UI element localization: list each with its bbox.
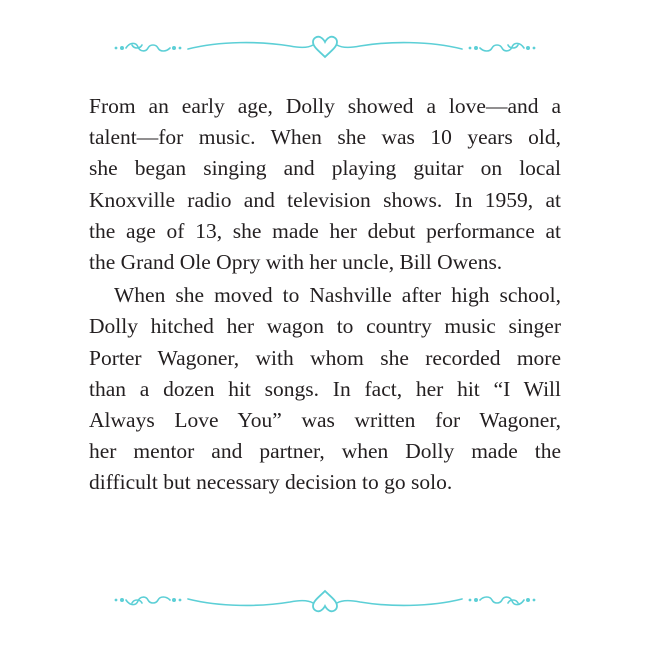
top-ornament-divider xyxy=(110,35,540,59)
text-line: talent—for music. When she was 10 years old, xyxy=(89,125,561,150)
text-line: the age of 13, she made her debut performance at xyxy=(89,218,561,243)
text-line: difficult but necessary decision to go solo. xyxy=(89,470,453,495)
body-text xyxy=(89,91,561,498)
text-line: her mentor and partner, when Dolly made the xyxy=(89,439,561,464)
text-line: than a dozen hit songs. In fact, her hit “I Will xyxy=(89,376,561,401)
text-line: Knoxville radio and television shows. In 1959, at xyxy=(89,187,561,212)
paragraph-1 xyxy=(89,91,561,278)
text-line: Porter Wagoner, with whom she recorded more xyxy=(89,345,561,370)
text-line: Always Love You” was written for Wagoner, xyxy=(89,407,561,432)
heart-scroll-divider-icon xyxy=(110,35,540,59)
text-line: When she moved to Nashville after high school, xyxy=(114,283,561,308)
text-line: Dolly hitched her wagon to country music singer xyxy=(89,314,561,339)
heart-scroll-divider-icon xyxy=(110,589,540,613)
paragraph-2 xyxy=(89,280,561,498)
text-line: From an early age, Dolly showed a love—and a xyxy=(89,94,561,118)
text-line: the Grand Ole Opry with her uncle, Bill Owens. xyxy=(89,249,503,274)
bottom-ornament-divider xyxy=(110,589,540,613)
text-line: she began singing and playing guitar on local xyxy=(89,156,561,181)
